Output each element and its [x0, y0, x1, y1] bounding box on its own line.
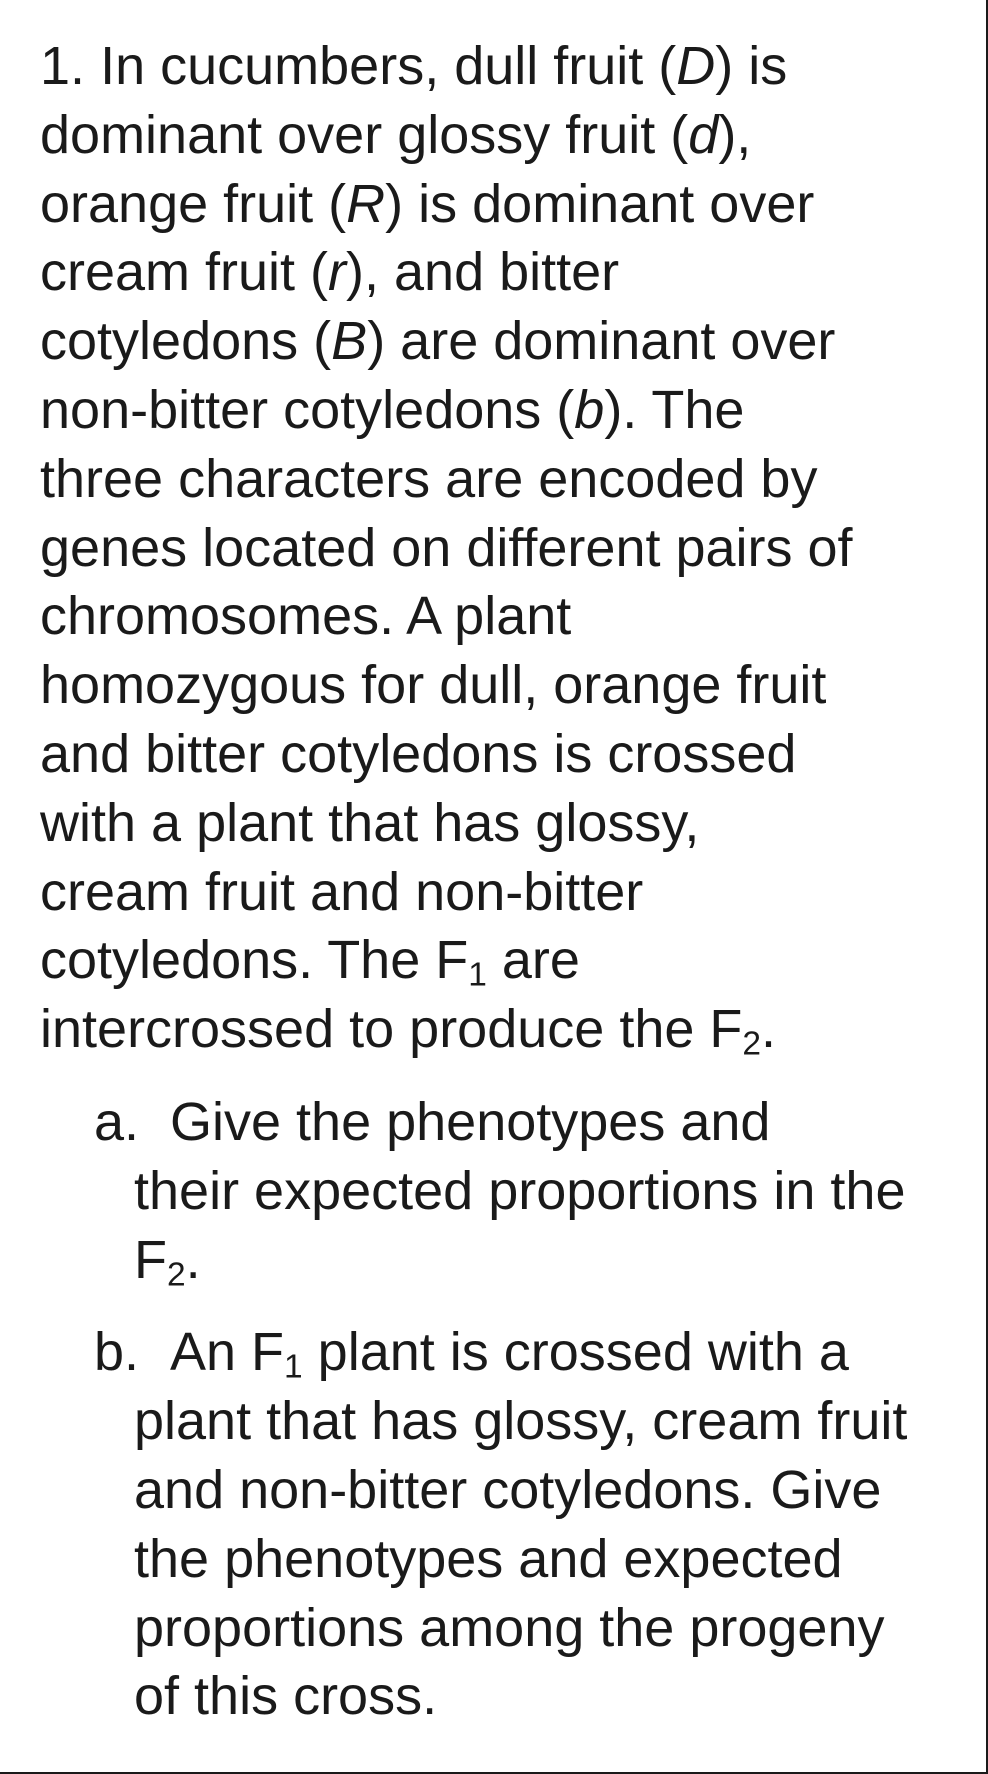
question-line: three characters are encoded by [40, 448, 818, 509]
subscript: 2 [167, 1255, 186, 1293]
question-1 [40, 32, 960, 1731]
question-line: genes located on different pairs of [40, 517, 853, 578]
question-line: non-bitter cotyledons (b). The [40, 379, 745, 440]
subpart-line: their expected proportions in the [134, 1160, 906, 1221]
subscript: 1 [468, 956, 487, 994]
question-line: cotyledons (B) are dominant over [40, 311, 836, 372]
question-line: chromosomes. A plant [40, 586, 572, 647]
question-line: dominant over glossy fruit (d), [40, 104, 752, 165]
question-line: intercrossed to produce the $F_2$. [40, 999, 777, 1063]
subpart-b [94, 1318, 960, 1731]
subpart-line: $F_2$. [134, 1229, 201, 1293]
subpart-line: plant that has glossy, cream fruit [134, 1391, 908, 1452]
question-body [40, 32, 960, 1064]
subpart-line: Give the phenotypes and [170, 1091, 771, 1152]
subpart-line: and non-bitter cotyledons. Give [134, 1459, 882, 1520]
question-line: and bitter cotyledons is crossed [40, 723, 797, 784]
subscript: 2 [742, 1025, 761, 1063]
subpart-a [94, 1088, 960, 1294]
subpart-line: of this cross. [134, 1666, 438, 1727]
question-line: orange fruit (R) is dominant over [40, 173, 815, 234]
question-line: 1. In cucumbers, dull fruit (D) is [78, 32, 960, 101]
question-line: with a plant that has glossy, [40, 792, 700, 853]
question-line: cream fruit and non-bitter [40, 861, 644, 922]
subpart-line: the phenotypes and expected [134, 1528, 843, 1589]
question-line: cotyledons. The $F_1$ are [40, 930, 580, 994]
question-line: cream fruit (r), and bitter [40, 242, 620, 303]
subpart-label: a. [94, 1091, 140, 1152]
subpart-label: b. [94, 1322, 140, 1383]
subpart-line: proportions among the progeny [134, 1597, 885, 1658]
question-number: 1. [40, 36, 86, 96]
subscript: 1 [284, 1348, 303, 1386]
subpart-line: An $F_1$ plant is crossed with a [170, 1322, 849, 1386]
question-line: homozygous for dull, orange fruit [40, 655, 827, 716]
